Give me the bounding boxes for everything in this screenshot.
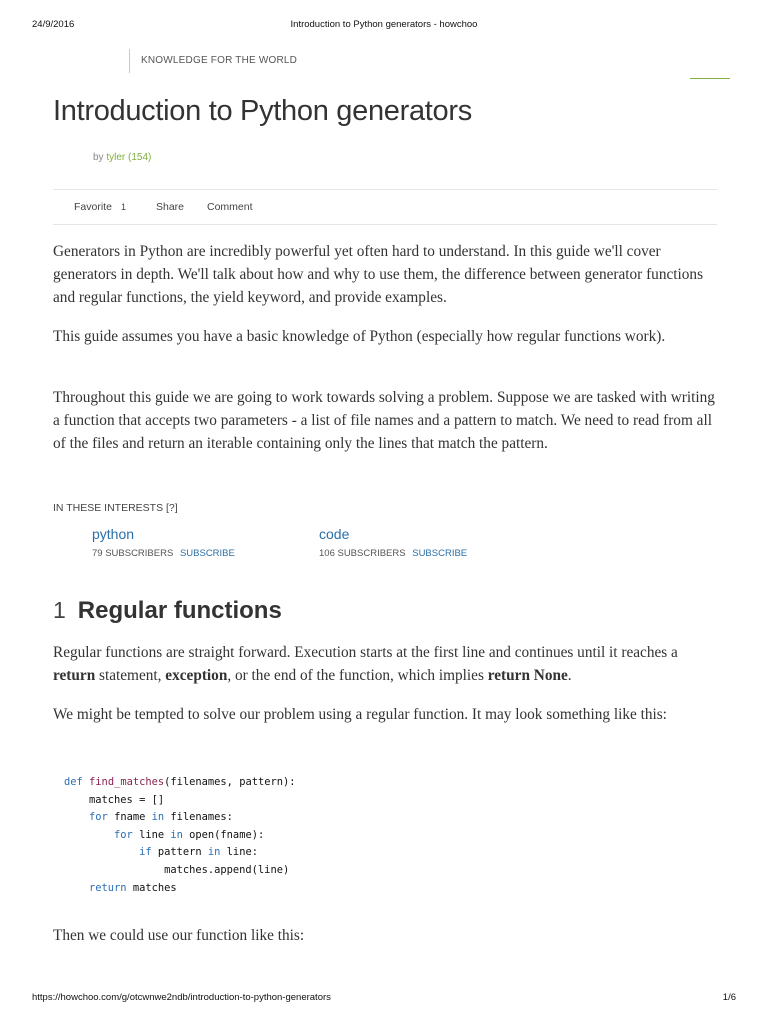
section-heading [53,597,282,625]
bold-exception: exception [165,667,228,685]
bold-return-none: return None [487,667,568,685]
code-keyword: in [170,828,183,841]
print-page-title: Introduction to Python generators - howchoo [290,19,478,30]
header-accent-line [690,78,730,79]
code-function-name: find_matches [89,776,165,788]
print-footer [32,992,736,1006]
code-text: filenames: [164,811,233,824]
subscribe-link[interactable]: SUBSCRIBE [412,548,468,559]
code-text: fname [107,811,152,824]
code-keyword: in [151,811,165,824]
subscriber-count: 106 SUBSCRIBERS [319,548,406,559]
action-bar [53,189,717,225]
comment-button[interactable]: Comment [207,201,253,213]
interest-python [92,526,235,559]
section-number: 1 [53,597,66,623]
code-text: matches [126,881,177,894]
code-text: line: [220,846,258,859]
text-run: Regular functions are straight forward. Execution starts at the first line and continues until it reaches a [53,644,678,661]
favorite-button[interactable] [74,201,126,213]
subscriber-count: 79 SUBSCRIBERS [92,548,174,559]
interest-name[interactable]: python [92,526,135,542]
interest-code [319,526,467,559]
interest-meta [92,548,235,559]
intro-paragraph-1: Generators in Python are incredibly powerful yet often hard to understand. In this guide we'll cover generators in depth. We'll talk about how and why to use them, the difference between generator functions and regular functions, the yield keyword, and provide examples. [53,243,704,307]
interest-meta [319,548,467,559]
code-text: matches.append(line) [64,863,290,876]
author-count: (154) [128,152,152,163]
code-text: (filenames, pattern): [164,776,296,788]
section-paragraph-1 [53,641,718,687]
section-paragraph-2: We might be tempted to solve our problem using a regular function. It may look something like this: [53,706,667,723]
favorite-count: 1 [120,202,126,212]
intro-paragraph-2: This guide assumes you have a basic knowledge of Python (especially how regular functions work). [53,328,666,345]
byline [93,152,151,163]
section-title: Regular functions [77,597,282,624]
code-text: open(fname): [182,828,265,841]
code-keyword: def [64,776,83,788]
text-run: . [567,667,572,685]
print-date: 24/9/2016 [32,19,75,30]
code-keyword: if [139,846,152,859]
page-number: 1/6 [722,992,736,1003]
text-run: , or the end of the function, which implies [227,667,488,685]
text-run: statement, [95,667,166,685]
interest-name[interactable]: code [319,526,350,542]
print-header [32,19,736,33]
code-text: pattern [151,846,208,859]
interests-label: IN THESE INTERESTS [?] [53,502,178,514]
article-title: Introduction to Python generators [53,95,472,127]
author-link[interactable]: tyler [106,152,126,163]
share-button[interactable]: Share [156,201,185,213]
code-keyword: for [114,828,133,841]
site-tagline: KNOWLEDGE FOR THE WORLD [129,49,297,73]
print-url: https://howchoo.com/g/otcwnwe2ndb/introduction-to-python-generators [32,992,331,1003]
code-keyword: for [89,811,108,824]
code-text: matches = [] [64,793,165,806]
code-block [64,774,296,897]
section-paragraph-3: Then we could use our function like this: [53,927,305,944]
favorite-label: Favorite [74,201,112,213]
intro-paragraph-3: Throughout this guide we are going to work towards solving a problem. Suppose we are tasked with writing a function that accepts two parameters - a list of file names and a pattern to match. We need to read from all of the files and return an iterable containing only the lines that match the pattern. [53,389,715,453]
bold-return: return [53,667,96,685]
code-keyword: return [89,881,127,894]
subscribe-link[interactable]: SUBSCRIBE [179,548,235,559]
code-text: line [132,828,171,841]
code-keyword: in [207,846,221,859]
byline-prefix: by [93,152,104,163]
